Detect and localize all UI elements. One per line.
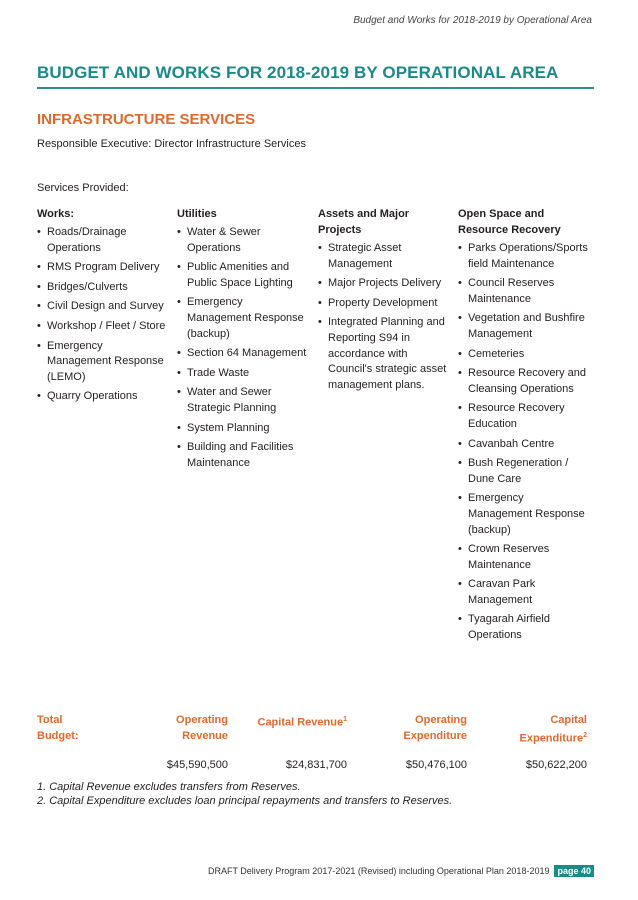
budget-table bbox=[37, 712, 587, 772]
operating-expenditure-header bbox=[403, 712, 467, 744]
bullet-icon: • bbox=[37, 300, 41, 313]
bullet-icon: • bbox=[458, 543, 462, 556]
service-item bbox=[177, 225, 309, 256]
bullet-icon: • bbox=[37, 226, 41, 238]
bullet-icon: • bbox=[37, 339, 41, 352]
service-item bbox=[458, 241, 590, 272]
service-item-label: Water and Sewer Strategic Planning bbox=[187, 386, 277, 414]
service-item-label: Quarry Operations bbox=[47, 390, 138, 403]
bullet-icon: • bbox=[177, 347, 181, 360]
bullet-icon: • bbox=[318, 296, 322, 309]
services-column-assets bbox=[318, 206, 450, 397]
service-item bbox=[318, 296, 450, 312]
service-item bbox=[318, 315, 450, 393]
service-item bbox=[458, 311, 590, 342]
column-heading: Works: bbox=[37, 208, 75, 220]
service-item-label: Cemeteries bbox=[468, 347, 525, 360]
total-budget-label-line2: Budget: bbox=[37, 730, 79, 742]
service-item bbox=[177, 385, 309, 416]
service-item-label: Caravan Park Management bbox=[468, 578, 536, 606]
footnotes bbox=[37, 780, 452, 808]
responsible-executive: Responsible Executive: Director Infrastructure Services bbox=[37, 138, 306, 150]
service-item-label: Resource Recovery Education bbox=[468, 402, 565, 430]
service-item-label: Bush Regeneration / Dune Care bbox=[468, 457, 569, 485]
operating-revenue-header-line2: Revenue bbox=[182, 730, 228, 742]
operating-expenditure-value: $50,476,100 bbox=[405, 759, 467, 771]
service-item bbox=[177, 440, 309, 471]
bullet-icon: • bbox=[458, 492, 462, 505]
service-item-label: Vegetation and Bushfire Management bbox=[468, 312, 585, 340]
service-item-label: RMS Program Delivery bbox=[47, 261, 160, 274]
service-item-label: Public Amenities and Public Space Lighting bbox=[187, 261, 293, 289]
service-item bbox=[177, 260, 309, 291]
bullet-icon: • bbox=[177, 296, 181, 309]
bullet-icon: • bbox=[458, 437, 462, 450]
bullet-icon: • bbox=[458, 277, 462, 290]
capital-expenditure-header-line2 bbox=[520, 728, 587, 747]
service-item bbox=[458, 542, 590, 573]
capital-expenditure-header-line1: Capital bbox=[550, 714, 587, 726]
service-item bbox=[37, 299, 169, 315]
service-item bbox=[458, 401, 590, 432]
bullet-icon: • bbox=[177, 226, 181, 238]
services-column-utilities bbox=[177, 206, 309, 475]
service-item-label: Section 64 Management bbox=[187, 347, 307, 360]
service-item-label: Cavanbah Centre bbox=[468, 437, 555, 450]
service-item bbox=[177, 366, 309, 382]
service-item bbox=[177, 421, 309, 437]
bullet-icon: • bbox=[458, 242, 462, 254]
bullet-icon: • bbox=[458, 613, 462, 626]
bullet-icon: • bbox=[458, 347, 462, 360]
total-budget-label bbox=[37, 712, 79, 744]
footnote-2: 2. Capital Expenditure excludes loan principal repayments and transfers to Reserves. bbox=[37, 795, 453, 807]
page-title: BUDGET AND WORKS FOR 2018-2019 BY OPERATIONAL AREA bbox=[37, 63, 594, 89]
service-item bbox=[458, 612, 590, 643]
service-item bbox=[458, 456, 590, 487]
capital-revenue-value: $24,831,700 bbox=[285, 759, 347, 771]
service-item bbox=[37, 280, 169, 296]
capital-revenue-header bbox=[258, 712, 348, 731]
column-heading: Assets and Major Projects bbox=[318, 208, 410, 236]
bullet-icon: • bbox=[458, 402, 462, 415]
column-heading: Open Space and Resource Recovery bbox=[458, 208, 561, 236]
service-list bbox=[37, 225, 169, 405]
footnote-ref-2: 2 bbox=[583, 732, 587, 739]
footnote-ref-1: 1 bbox=[343, 716, 347, 723]
page-number: page 40 bbox=[554, 865, 594, 877]
service-item-label: Roads/Drainage Operations bbox=[47, 226, 127, 254]
service-item-label: Council Reserves Maintenance bbox=[468, 277, 555, 305]
service-item bbox=[458, 491, 590, 538]
bullet-icon: • bbox=[37, 280, 41, 293]
service-item bbox=[37, 225, 169, 256]
total-budget-label-line1: Total bbox=[37, 714, 63, 726]
service-item-label: Workshop / Fleet / Store bbox=[47, 319, 166, 332]
bullet-icon: • bbox=[37, 390, 41, 403]
service-list bbox=[318, 241, 450, 393]
bullet-icon: • bbox=[177, 366, 181, 379]
operating-revenue-header bbox=[176, 712, 228, 744]
capital-expenditure-value: $50,622,200 bbox=[525, 759, 587, 771]
section-title: INFRASTRUCTURE SERVICES bbox=[37, 111, 256, 128]
service-item bbox=[177, 346, 309, 362]
footer-text: DRAFT Delivery Program 2017-2021 (Revised) including Operational Plan 2018-2019 bbox=[207, 866, 550, 876]
services-provided-label: Services Provided: bbox=[37, 182, 129, 194]
service-item bbox=[37, 389, 169, 405]
bullet-icon: • bbox=[458, 312, 462, 325]
capital-revenue-header-text: Capital Revenue bbox=[257, 716, 344, 729]
service-list bbox=[458, 241, 590, 644]
bullet-icon: • bbox=[37, 319, 41, 332]
service-item-label: Parks Operations/Sports field Maintenance bbox=[468, 242, 588, 270]
running-header: Budget and Works for 2018-2019 by Operational Area bbox=[353, 15, 592, 26]
service-item-label: Resource Recovery and Cleansing Operations bbox=[468, 367, 587, 395]
service-item-label: Trade Waste bbox=[187, 366, 250, 379]
bullet-icon: • bbox=[37, 261, 41, 274]
service-item-label: Crown Reserves Maintenance bbox=[468, 543, 550, 571]
service-item-label: System Planning bbox=[187, 421, 270, 434]
service-item bbox=[37, 339, 169, 386]
service-item bbox=[177, 295, 309, 342]
bullet-icon: • bbox=[318, 316, 322, 329]
services-column-open-space bbox=[458, 206, 590, 648]
column-heading: Utilities bbox=[177, 208, 217, 220]
service-item-label: Building and Facilities Maintenance bbox=[187, 441, 294, 469]
bullet-icon: • bbox=[458, 578, 462, 591]
bullet-icon: • bbox=[177, 261, 181, 274]
service-item-label: Strategic Asset Management bbox=[328, 242, 402, 270]
operating-expenditure-header-line1: Operating bbox=[415, 714, 467, 726]
page-footer bbox=[208, 863, 594, 879]
service-item bbox=[458, 347, 590, 363]
bullet-icon: • bbox=[318, 242, 322, 254]
service-item bbox=[318, 276, 450, 292]
bullet-icon: • bbox=[318, 277, 322, 290]
service-item-label: Water & Sewer Operations bbox=[187, 226, 261, 254]
footnote-1: 1. Capital Revenue excludes transfers from Reserves. bbox=[37, 781, 301, 793]
services-column-works bbox=[37, 206, 169, 409]
service-item-label: Bridges/Culverts bbox=[47, 280, 128, 293]
service-item-label: Emergency Management Response (backup) bbox=[187, 296, 304, 340]
service-item-label: Civil Design and Survey bbox=[47, 300, 164, 313]
bullet-icon: • bbox=[458, 457, 462, 470]
operating-revenue-header-line1: Operating bbox=[176, 714, 228, 726]
service-item-label: Integrated Planning and Reporting S94 in accordance with Council's strategic asset management plans. bbox=[328, 316, 447, 391]
service-item-label: Emergency Management Response (backup) bbox=[468, 492, 585, 536]
service-item bbox=[458, 437, 590, 453]
service-item-label: Emergency Management Response (LEMO) bbox=[47, 339, 164, 383]
service-list bbox=[177, 225, 309, 471]
service-item bbox=[37, 319, 169, 335]
bullet-icon: • bbox=[177, 421, 181, 434]
service-item-label: Major Projects Delivery bbox=[328, 277, 442, 290]
bullet-icon: • bbox=[458, 367, 462, 380]
service-item bbox=[458, 366, 590, 397]
bullet-icon: • bbox=[177, 386, 181, 399]
service-item-label: Tyagarah Airfield Operations bbox=[468, 613, 550, 642]
bullet-icon: • bbox=[177, 441, 181, 454]
service-item bbox=[318, 241, 450, 272]
service-item bbox=[37, 260, 169, 276]
service-item bbox=[458, 577, 590, 608]
capital-expenditure-header bbox=[520, 712, 587, 747]
operating-expenditure-header-line2: Expenditure bbox=[403, 730, 467, 742]
service-item bbox=[458, 276, 590, 307]
service-item-label: Property Development bbox=[328, 296, 438, 309]
capital-expenditure-header-text: Expenditure bbox=[519, 732, 584, 745]
operating-revenue-value: $45,590,500 bbox=[166, 759, 228, 771]
